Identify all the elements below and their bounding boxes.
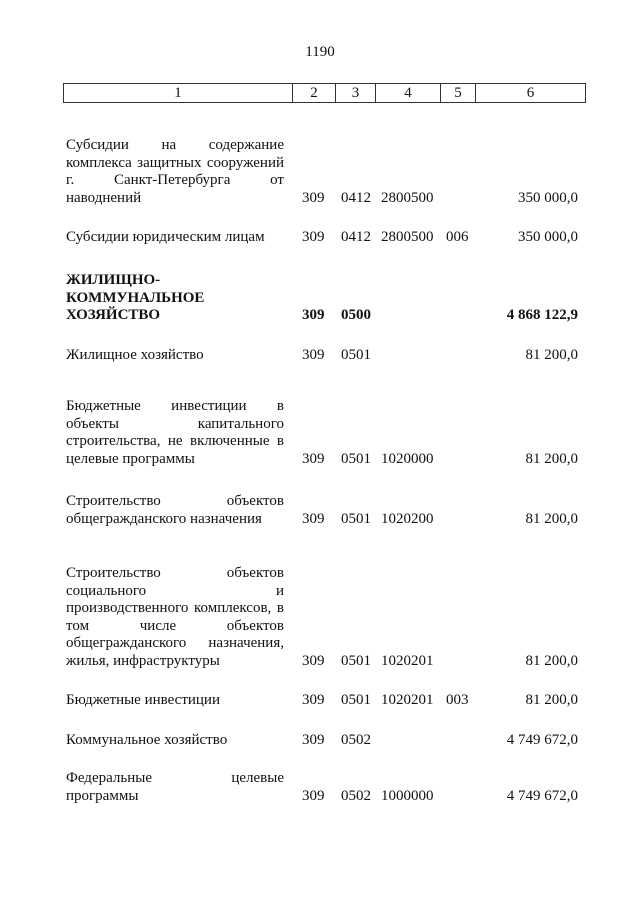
target-article-code: 2800500 <box>381 189 434 206</box>
ministry-code: 309 <box>302 652 325 669</box>
row-description <box>66 272 284 325</box>
header-col-5: 5 <box>441 84 476 102</box>
description-line: Строительство объектов <box>66 493 284 509</box>
description-line: производственного комплексов, в <box>66 600 284 616</box>
ministry-code: 309 <box>302 450 325 467</box>
amount: 350 000,0 <box>518 189 578 206</box>
target-article-code: 1020201 <box>381 652 434 669</box>
amount: 81 200,0 <box>525 652 578 669</box>
row-description <box>66 692 284 710</box>
header-col-6: 6 <box>526 84 535 101</box>
table-row <box>0 398 640 468</box>
amount: 81 200,0 <box>525 510 578 527</box>
amount: 4 749 672,0 <box>506 732 578 748</box>
amount: 81 200,0 <box>525 450 578 467</box>
target-article-code: 1000000 <box>381 787 434 804</box>
section-code: 0412 <box>341 189 371 206</box>
amount: 350 000,0 <box>518 229 578 245</box>
target-article-code: 2800500 <box>381 229 434 245</box>
section-code: 0500 <box>341 307 371 323</box>
row-description <box>66 770 284 805</box>
section-code: 0501 <box>341 692 371 708</box>
header-col-3: 3 <box>336 84 376 102</box>
description-line: Субсидии на содержание <box>66 137 284 153</box>
ministry-code: 309 <box>302 307 325 323</box>
description-line: объекты капитального <box>66 415 284 432</box>
description-line: наводнений <box>66 189 142 206</box>
description-line: комплекса защитных сооружений <box>66 154 284 171</box>
header-col-1: 1 <box>64 84 293 102</box>
section-code: 0502 <box>341 732 371 748</box>
description-line: социального и <box>66 582 284 599</box>
row-description <box>66 398 284 468</box>
description-line: ЖИЛИЩНО- <box>66 272 161 288</box>
header-col-2: 2 <box>293 84 336 102</box>
section-code: 0412 <box>341 229 371 245</box>
expense-type-code: 003 <box>446 692 469 708</box>
amount: 81 200,0 <box>525 692 578 708</box>
page-number: 1190 <box>305 44 335 60</box>
description-line: Бюджетные инвестиции <box>66 692 220 708</box>
row-description <box>66 229 284 247</box>
description-line: Строительство объектов <box>66 565 284 581</box>
description-line: Субсидии юридическим лицам <box>66 229 265 245</box>
description-line: Федеральные целевые <box>66 770 284 786</box>
section-code: 0501 <box>341 652 371 669</box>
section-code: 0501 <box>341 510 371 527</box>
description-line: общегражданского назначения <box>66 510 262 527</box>
amount: 4 868 122,9 <box>506 307 578 323</box>
section-code: 0501 <box>341 450 371 467</box>
table-row <box>0 272 640 325</box>
table-row <box>0 565 640 670</box>
table-row <box>0 692 640 710</box>
header-col-4: 4 <box>376 84 441 102</box>
ministry-code: 309 <box>302 692 325 708</box>
ministry-code: 309 <box>302 787 325 804</box>
table-row <box>0 493 640 528</box>
description-line: том числе объектов <box>66 617 284 634</box>
amount: 81 200,0 <box>525 347 578 363</box>
ministry-code: 309 <box>302 510 325 527</box>
row-description <box>66 565 284 670</box>
description-line: г. Санкт-Петербурга от <box>66 172 284 188</box>
description-line: жилья, инфраструктуры <box>66 652 220 669</box>
description-line: Коммунальное хозяйство <box>66 732 228 748</box>
description-line: Бюджетные инвестиции в <box>66 398 284 414</box>
description-line: ХОЗЯЙСТВО <box>66 307 161 323</box>
description-line: Жилищное хозяйство <box>66 347 204 363</box>
row-description <box>66 732 284 750</box>
ministry-code: 309 <box>302 229 325 245</box>
row-description <box>66 137 284 207</box>
description-line: общегражданского назначения, <box>66 635 284 651</box>
section-code: 0501 <box>341 347 371 363</box>
target-article-code: 1020200 <box>381 510 434 527</box>
row-description <box>66 493 284 528</box>
table-header <box>63 83 586 103</box>
target-article-code: 1020000 <box>381 450 434 467</box>
table-row <box>0 770 640 805</box>
table-row <box>0 229 640 247</box>
description-line: целевые программы <box>66 450 195 467</box>
target-article-code: 1020201 <box>381 692 434 708</box>
ministry-code: 309 <box>302 732 325 748</box>
description-line: программы <box>66 787 139 804</box>
description-line: строительства, не включенные в <box>66 433 284 449</box>
description-line: КОММУНАЛЬНОЕ <box>66 289 205 306</box>
amount: 4 749 672,0 <box>506 787 578 804</box>
table-row <box>0 732 640 750</box>
ministry-code: 309 <box>302 347 325 363</box>
row-description <box>66 347 284 365</box>
table-row <box>0 137 640 207</box>
expense-type-code: 006 <box>446 229 469 245</box>
table-row <box>0 347 640 365</box>
ministry-code: 309 <box>302 189 325 206</box>
section-code: 0502 <box>341 787 371 804</box>
